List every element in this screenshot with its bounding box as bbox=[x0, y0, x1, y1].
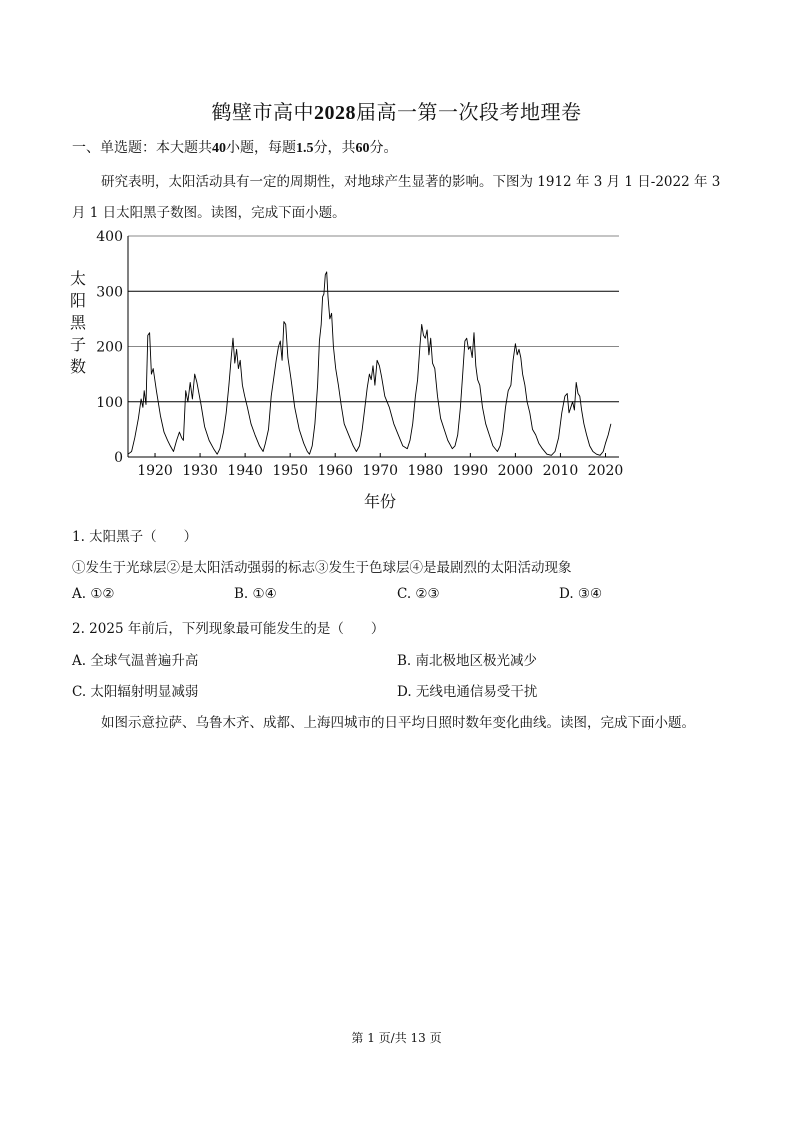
points-each: 1.5 bbox=[296, 141, 314, 156]
chart-x-axis-label: 年份 bbox=[364, 492, 397, 511]
intro-paragraph-2: 如图示意拉萨、乌鲁木齐、成都、上海四城市的日平均日照时数年变化曲线。读图，完成下面小题。 bbox=[101, 715, 695, 731]
question-1-option-b: B. ①④ bbox=[234, 586, 277, 602]
question-2-option-d: D. 无线电通信易受干扰 bbox=[397, 684, 538, 700]
y-tick-label: 100 bbox=[96, 394, 123, 411]
x-tick-label: 1970 bbox=[362, 463, 399, 479]
question-1-option-c: C. ②③ bbox=[397, 586, 440, 602]
title-year: 2028 bbox=[314, 102, 356, 124]
y-tick-label: 400 bbox=[96, 229, 123, 245]
question-1-stem: 1. 太阳黑子（ ） bbox=[72, 529, 198, 545]
x-tick-label: 2010 bbox=[542, 463, 579, 479]
title-text-pre: 鹤壁市高中 bbox=[211, 100, 314, 124]
x-tick-label: 1930 bbox=[182, 463, 218, 479]
question-count: 40 bbox=[212, 141, 226, 156]
question-2-option-c: C. 太阳辐射明显减弱 bbox=[72, 684, 199, 700]
total-points: 60 bbox=[355, 141, 370, 156]
question-2-option-a: A. 全球气温普遍升高 bbox=[72, 653, 199, 669]
y-tick-label: 200 bbox=[96, 339, 123, 356]
page-footer: 第 1 页/共 13 页 bbox=[351, 1031, 442, 1045]
x-tick-label: 1940 bbox=[227, 463, 263, 479]
section-text: 分。 bbox=[369, 140, 398, 156]
question-1-option-a: A. ①② bbox=[72, 586, 115, 602]
question-2-option-b: B. 南北极地区极光减少 bbox=[397, 653, 538, 669]
section-heading bbox=[72, 137, 398, 157]
x-tick-label: 1960 bbox=[317, 463, 354, 479]
x-tick-label: 1990 bbox=[452, 463, 489, 479]
intro-paragraph-line1: 研究表明，太阳活动具有一定的周期性，对地球产生显著的影响。下图为 1912 年 3 月 1 日-2022 年 3 bbox=[101, 174, 721, 190]
question-1-statements: ①发生于光球层②是太阳活动强弱的标志③发生于色球层④是最剧烈的太阳活动现象 bbox=[72, 560, 572, 576]
x-tick-label: 2020 bbox=[587, 463, 624, 479]
x-tick-label: 1950 bbox=[272, 463, 308, 479]
chart-y-axis-label: 太阳黑子数 bbox=[69, 269, 86, 376]
question-2-stem: 2. 2025 年前后，下列现象最可能发生的是（ ） bbox=[72, 621, 385, 637]
section-text: 小题，每题 bbox=[226, 140, 296, 156]
x-tick-label: 1920 bbox=[137, 463, 173, 479]
sunspot-series-line bbox=[128, 272, 611, 455]
x-tick-label: 2000 bbox=[497, 463, 534, 479]
sunspot-chart bbox=[55, 226, 635, 490]
title-text-post: 届高一第一次段考地理卷 bbox=[356, 100, 582, 124]
y-tick-label: 0 bbox=[114, 450, 123, 466]
section-text: 一、单选题：本大题共 bbox=[72, 140, 212, 156]
page-title bbox=[0, 96, 793, 125]
x-tick-label: 1980 bbox=[407, 463, 444, 479]
y-tick-label: 300 bbox=[96, 284, 123, 301]
section-text: 分，共 bbox=[313, 140, 356, 156]
intro-paragraph-line2: 月 1 日太阳黑子数图。读图，完成下面小题。 bbox=[72, 205, 346, 221]
question-1-option-d: D. ③④ bbox=[559, 586, 603, 602]
